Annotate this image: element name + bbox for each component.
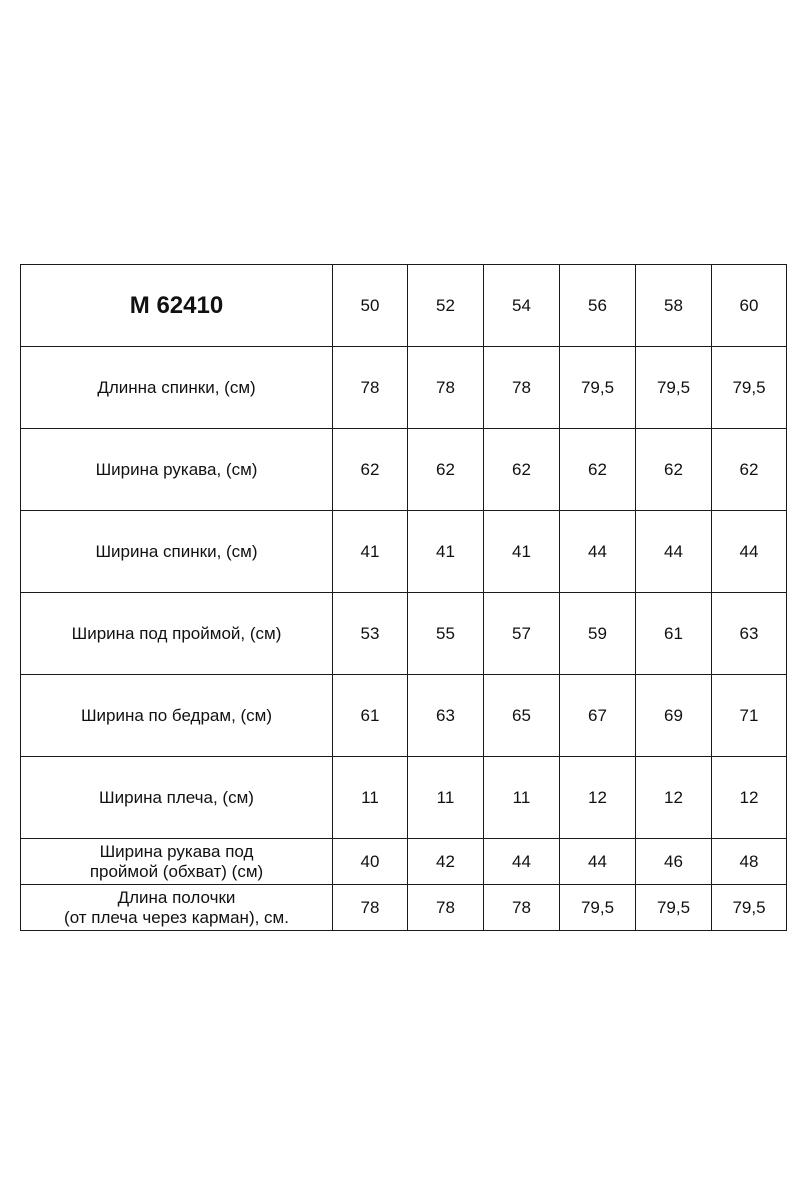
- size-header: 60: [712, 265, 787, 347]
- value-cell: 44: [560, 839, 636, 885]
- value-cell: 79,5: [560, 347, 636, 429]
- value-cell: 57: [484, 593, 560, 675]
- value-cell: 71: [712, 675, 787, 757]
- measurement-label: [21, 347, 333, 429]
- value-cell: 62: [560, 429, 636, 511]
- size-header: 52: [408, 265, 484, 347]
- size-header: 54: [484, 265, 560, 347]
- table-row: [21, 429, 787, 511]
- measurement-label: [21, 757, 333, 839]
- label-line: Ширина спинки, (см): [95, 541, 258, 561]
- label-line: Ширина по бедрам, (см): [80, 705, 273, 725]
- value-cell: 44: [560, 511, 636, 593]
- value-cell: 59: [560, 593, 636, 675]
- label-line: Ширина рукава под: [99, 841, 254, 861]
- value-cell: 41: [333, 511, 408, 593]
- value-cell: 63: [408, 675, 484, 757]
- table-row: [21, 675, 787, 757]
- value-cell: 67: [560, 675, 636, 757]
- model-number: М 62410: [21, 265, 333, 347]
- value-cell: 44: [484, 839, 560, 885]
- value-cell: 79,5: [712, 347, 787, 429]
- measurement-label: [21, 429, 333, 511]
- label-line: Длина полочки: [117, 887, 236, 907]
- value-cell: 12: [636, 757, 712, 839]
- value-cell: 12: [560, 757, 636, 839]
- value-cell: 41: [484, 511, 560, 593]
- value-cell: 62: [636, 429, 712, 511]
- measurement-label: [21, 839, 333, 885]
- value-cell: 44: [636, 511, 712, 593]
- value-cell: 46: [636, 839, 712, 885]
- value-cell: 78: [484, 885, 560, 931]
- value-cell: 79,5: [636, 347, 712, 429]
- value-cell: 53: [333, 593, 408, 675]
- value-cell: 78: [484, 347, 560, 429]
- value-cell: 63: [712, 593, 787, 675]
- label-line: Ширина рукава, (см): [95, 459, 258, 479]
- table-row: [21, 885, 787, 931]
- table-row: [21, 593, 787, 675]
- value-cell: 12: [712, 757, 787, 839]
- size-header: 56: [560, 265, 636, 347]
- size-chart-table: [20, 264, 787, 931]
- value-cell: 44: [712, 511, 787, 593]
- value-cell: 78: [333, 347, 408, 429]
- value-cell: 61: [636, 593, 712, 675]
- value-cell: 62: [712, 429, 787, 511]
- value-cell: 62: [333, 429, 408, 511]
- table-row: [21, 347, 787, 429]
- value-cell: 11: [333, 757, 408, 839]
- value-cell: 69: [636, 675, 712, 757]
- size-header: 58: [636, 265, 712, 347]
- table-row: [21, 757, 787, 839]
- value-cell: 42: [408, 839, 484, 885]
- table-row: [21, 839, 787, 885]
- value-cell: 79,5: [712, 885, 787, 931]
- value-cell: 11: [408, 757, 484, 839]
- value-cell: 79,5: [636, 885, 712, 931]
- measurement-label: [21, 593, 333, 675]
- label-line: Длинна спинки, (см): [97, 377, 256, 397]
- value-cell: 78: [408, 347, 484, 429]
- label-line: (от плеча через карман), см.: [64, 907, 289, 927]
- size-header: 50: [333, 265, 408, 347]
- value-cell: 61: [333, 675, 408, 757]
- label-line: Ширина плеча, (см): [99, 787, 254, 807]
- value-cell: 65: [484, 675, 560, 757]
- measurement-label: [21, 675, 333, 757]
- value-cell: 78: [408, 885, 484, 931]
- value-cell: 41: [408, 511, 484, 593]
- value-cell: 79,5: [560, 885, 636, 931]
- label-line: проймой (обхват) (см): [89, 861, 264, 881]
- value-cell: 11: [484, 757, 560, 839]
- value-cell: 62: [408, 429, 484, 511]
- header-row: [21, 265, 787, 347]
- value-cell: 78: [333, 885, 408, 931]
- value-cell: 55: [408, 593, 484, 675]
- value-cell: 62: [484, 429, 560, 511]
- value-cell: 40: [333, 839, 408, 885]
- value-cell: 48: [712, 839, 787, 885]
- measurement-label: [21, 511, 333, 593]
- table-row: [21, 511, 787, 593]
- label-line: Ширина под проймой, (см): [71, 623, 282, 643]
- measurement-label: [21, 885, 333, 931]
